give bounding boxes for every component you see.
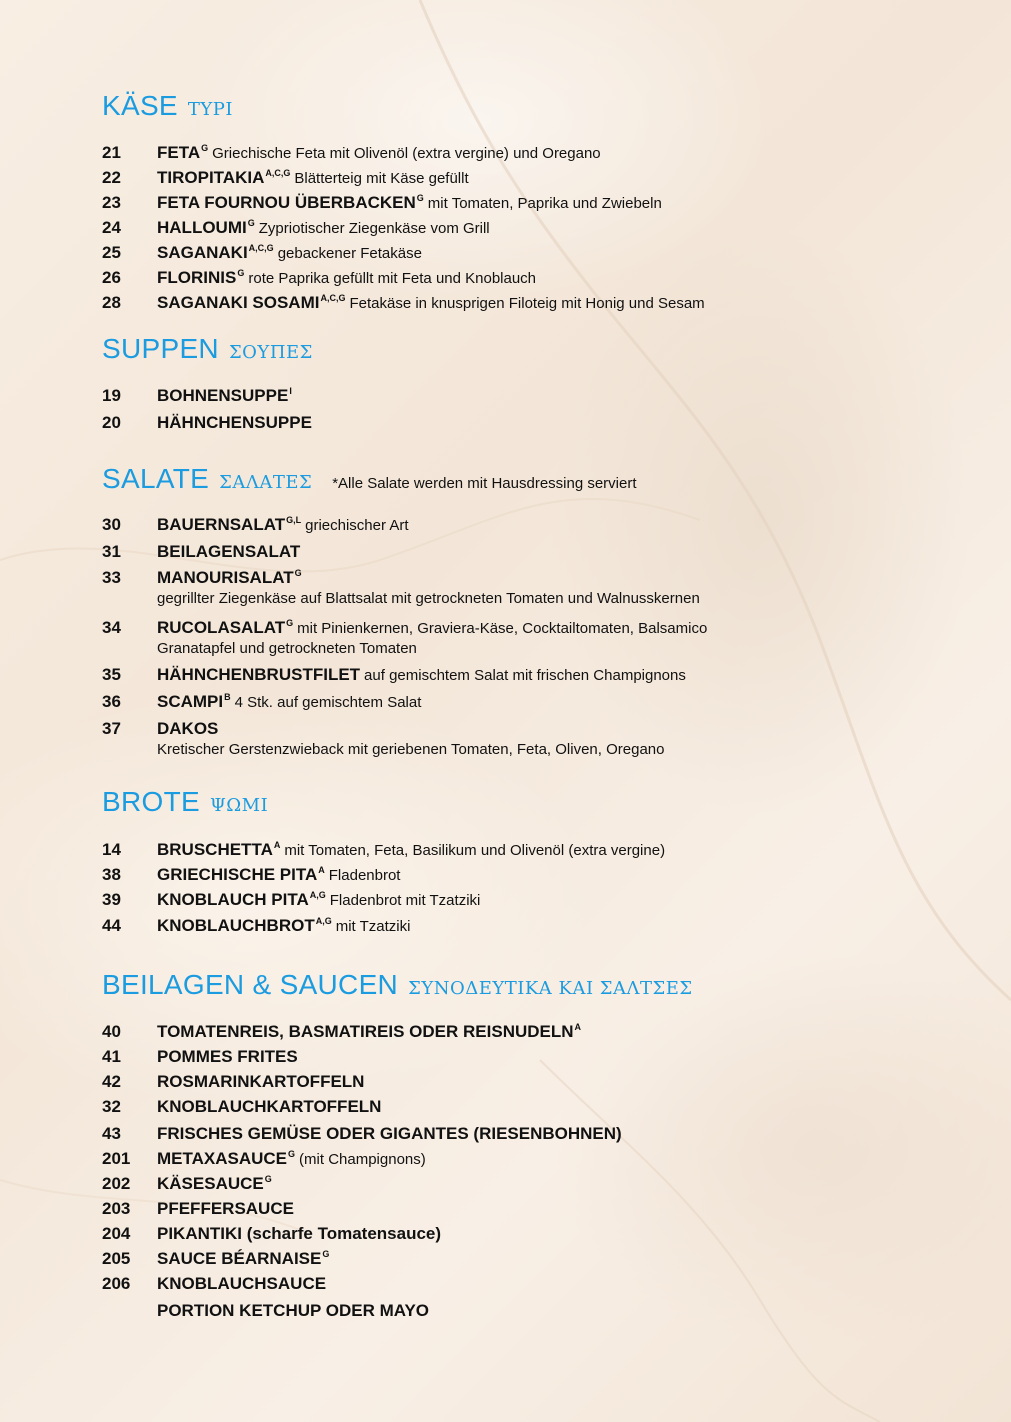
item-name-text: POMMES FRITES: [157, 1047, 298, 1066]
item-description-secondary: gegrillter Ziegenkäse auf Blattsalat mit getrockneten Tomaten und Walnusskernen: [157, 590, 700, 607]
item-name: [157, 1174, 272, 1194]
section-heading-beilagen: [102, 969, 693, 1001]
item-description: (mit Champignons): [299, 1151, 426, 1168]
item-description: mit Tzatziki: [335, 918, 411, 935]
allergen-codes: A,G: [309, 890, 326, 900]
item-name: [157, 243, 422, 263]
item-description: Blätterteig mit Käse gefüllt: [294, 170, 469, 187]
item-number: 206: [102, 1274, 131, 1293]
item-name-text: HÄHNCHENBRUSTFILET: [157, 665, 361, 684]
allergen-codes: A,C,G: [320, 293, 346, 303]
section-title-greek: ΤΥΡΙ: [187, 99, 234, 120]
item-name: [157, 542, 300, 562]
allergen-codes: G: [294, 568, 302, 578]
item-name: [157, 865, 400, 885]
allergen-codes: A: [574, 1022, 582, 1032]
item-name-text: MANOURISALAT: [157, 568, 294, 587]
item-description: gebackener Fetakäse: [277, 245, 422, 262]
item-number: 37: [102, 719, 121, 738]
item-name: [157, 692, 421, 712]
item-name-text: SAUCE BÉARNAISE: [157, 1249, 322, 1268]
item-name: [157, 515, 409, 535]
item-number: 33: [102, 568, 121, 587]
item-name: [157, 719, 218, 739]
item-description: Fladenbrot: [328, 867, 401, 884]
item-name-text: KNOBLAUCH PITA: [157, 890, 309, 909]
item-name-text: SAGANAKI SOSAMI: [157, 293, 320, 312]
item-description: Fladenbrot mit Tzatziki: [329, 892, 481, 909]
allergen-codes: B: [224, 692, 231, 702]
allergen-codes: G,L: [286, 515, 302, 525]
section-title: BROTE: [102, 786, 200, 817]
item-name: [157, 1224, 441, 1244]
item-number: 30: [102, 515, 121, 534]
item-number: 203: [102, 1199, 131, 1218]
item-description: Zypriotischer Ziegenkäse vom Grill: [258, 220, 490, 237]
item-name: [157, 1072, 364, 1092]
item-number: 34: [102, 618, 121, 637]
item-description: Griechische Feta mit Olivenöl (extra vergine) und Oregano: [212, 145, 601, 162]
item-number: 205: [102, 1249, 131, 1268]
item-name: [157, 1149, 426, 1169]
item-description: mit Pinienkernen, Graviera-Käse, Cocktailtomaten, Balsamico: [297, 620, 708, 637]
item-name-text: SCAMPI: [157, 692, 224, 711]
item-name-text: KNOBLAUCHKARTOFFELN: [157, 1097, 382, 1116]
allergen-codes: A,C,G: [265, 168, 291, 178]
allergen-codes: G: [247, 218, 255, 228]
item-number: 44: [102, 916, 121, 935]
item-number: 25: [102, 243, 121, 262]
item-number: 204: [102, 1224, 131, 1243]
item-number: 31: [102, 542, 121, 561]
item-name: [157, 1199, 294, 1219]
item-name-text: FLORINIS: [157, 268, 237, 287]
allergen-codes: G: [416, 193, 424, 203]
item-number: 32: [102, 1097, 121, 1116]
item-number: 19: [102, 386, 121, 405]
item-name-text: PFEFFERSAUCE: [157, 1199, 294, 1218]
section-heading-kaese: [102, 90, 233, 122]
item-name-text: KNOBLAUCHBROT: [157, 916, 315, 935]
item-name-text: DAKOS: [157, 719, 219, 738]
section-note: *Alle Salate werden mit Hausdressing serviert: [332, 475, 637, 492]
item-name-text: HÄHNCHENSUPPE: [157, 413, 312, 432]
section-heading-brote: [102, 786, 268, 818]
item-description: Fetakäse in knusprigen Filoteig mit Honig und Sesam: [349, 295, 705, 312]
item-name-text: BAUERNSALAT: [157, 515, 286, 534]
section-title-greek: ΣΥΝΟΔΕΥΤΙΚΑ ΚΑΙ ΣΑΛΤΣΕΣ: [408, 978, 693, 999]
item-description: griechischer Art: [305, 517, 409, 534]
item-name-text: FETA: [157, 143, 201, 162]
item-name-text: FRISCHES GEMÜSE ODER GIGANTES (RIESENBOHNEN): [157, 1124, 622, 1143]
item-name: [157, 143, 601, 163]
section-title: SUPPEN: [102, 333, 219, 364]
item-name: [157, 1249, 329, 1269]
item-name: [157, 1301, 429, 1321]
item-name: [157, 890, 480, 910]
item-name-text: TOMATENREIS, BASMATIREIS ODER REISNUDELN: [157, 1022, 574, 1041]
item-name: [157, 665, 686, 685]
item-name-text: BRUSCHETTA: [157, 840, 273, 859]
item-description-secondary: Kretischer Gerstenzwieback mit geriebenen Tomaten, Feta, Oliven, Oregano: [157, 741, 665, 758]
section-heading-salate: [102, 463, 637, 495]
item-description: rote Paprika gefüllt mit Feta und Knoblauch: [248, 270, 537, 287]
item-name-text: BOHNENSUPPE: [157, 386, 289, 405]
item-name-text: METAXASAUCE: [157, 1149, 288, 1168]
section-title: SALATE: [102, 463, 210, 494]
item-name: [157, 193, 662, 213]
item-number: 28: [102, 293, 121, 312]
item-name-text: ROSMARINKARTOFFELN: [157, 1072, 365, 1091]
item-number: 14: [102, 840, 121, 859]
item-name: [157, 268, 536, 288]
allergen-codes: A,C,G: [248, 243, 274, 253]
item-number: 24: [102, 218, 121, 237]
item-number: 42: [102, 1072, 121, 1091]
item-number: 43: [102, 1124, 121, 1143]
item-name-text: TIROPITAKIA: [157, 168, 265, 187]
item-name: [157, 840, 665, 860]
item-name: [157, 293, 705, 313]
item-description: 4 Stk. auf gemischtem Salat: [234, 694, 422, 711]
allergen-codes: G: [322, 1249, 330, 1259]
allergen-codes: A: [273, 840, 281, 850]
item-number: 41: [102, 1047, 121, 1066]
section-title-greek: ΨΩΜΙ: [209, 795, 269, 816]
item-number: 38: [102, 865, 121, 884]
item-description-secondary: Granatapfel und getrockneten Tomaten: [157, 640, 417, 657]
item-name: [157, 413, 312, 433]
item-number: 21: [102, 143, 121, 162]
item-description: mit Tomaten, Paprika und Zwiebeln: [427, 195, 662, 212]
item-name: [157, 1022, 581, 1042]
item-name: [157, 386, 292, 406]
section-heading-suppen: [102, 333, 313, 365]
item-name: [157, 1274, 326, 1294]
allergen-codes: G: [286, 618, 294, 628]
item-number: 26: [102, 268, 121, 287]
item-number: 22: [102, 168, 121, 187]
item-number: 23: [102, 193, 121, 212]
allergen-codes: G: [288, 1149, 296, 1159]
item-name: [157, 568, 302, 588]
item-name-text: KÄSESAUCE: [157, 1174, 264, 1193]
item-number: 20: [102, 413, 121, 432]
item-name-text: RUCOLASALAT: [157, 618, 286, 637]
item-description: auf gemischtem Salat mit frischen Champignons: [364, 667, 686, 684]
item-name-text: HALLOUMI: [157, 218, 247, 237]
allergen-codes: A: [318, 865, 325, 875]
allergen-codes: G: [201, 143, 209, 153]
item-number: 40: [102, 1022, 121, 1041]
item-name: [157, 1097, 381, 1117]
item-name: [157, 1047, 298, 1067]
section-title: BEILAGEN & SAUCEN: [102, 969, 399, 1000]
item-name: [157, 168, 469, 188]
item-name-text: FETA FOURNOU ÜBERBACKEN: [157, 193, 416, 212]
item-number: 202: [102, 1174, 131, 1193]
allergen-codes: I: [289, 386, 292, 396]
item-name: [157, 916, 410, 936]
item-number: 201: [102, 1149, 131, 1168]
item-name-text: BEILAGENSALAT: [157, 542, 301, 561]
item-number: 36: [102, 692, 121, 711]
allergen-codes: A,G: [315, 916, 332, 926]
item-name: [157, 218, 490, 238]
item-description: mit Tomaten, Feta, Basilikum und Olivenöl (extra vergine): [284, 842, 666, 859]
item-number: 35: [102, 665, 121, 684]
item-name-text: PIKANTIKI (scharfe Tomatensauce): [157, 1224, 442, 1243]
item-name: [157, 618, 707, 638]
section-title-greek: ΣΑΛΑΤΕΣ: [219, 472, 313, 493]
item-name-text: GRIECHISCHE PITA: [157, 865, 318, 884]
allergen-codes: G: [237, 268, 245, 278]
section-title: KÄSE: [102, 90, 178, 121]
section-title-greek: ΣΟΥΠΕΣ: [228, 342, 313, 363]
item-number: 39: [102, 890, 121, 909]
item-name-text: PORTION KETCHUP ODER MAYO: [157, 1301, 430, 1320]
item-name: [157, 1124, 622, 1144]
item-name-text: SAGANAKI: [157, 243, 248, 262]
allergen-codes: G: [264, 1174, 272, 1184]
item-name-text: KNOBLAUCHSAUCE: [157, 1274, 327, 1293]
